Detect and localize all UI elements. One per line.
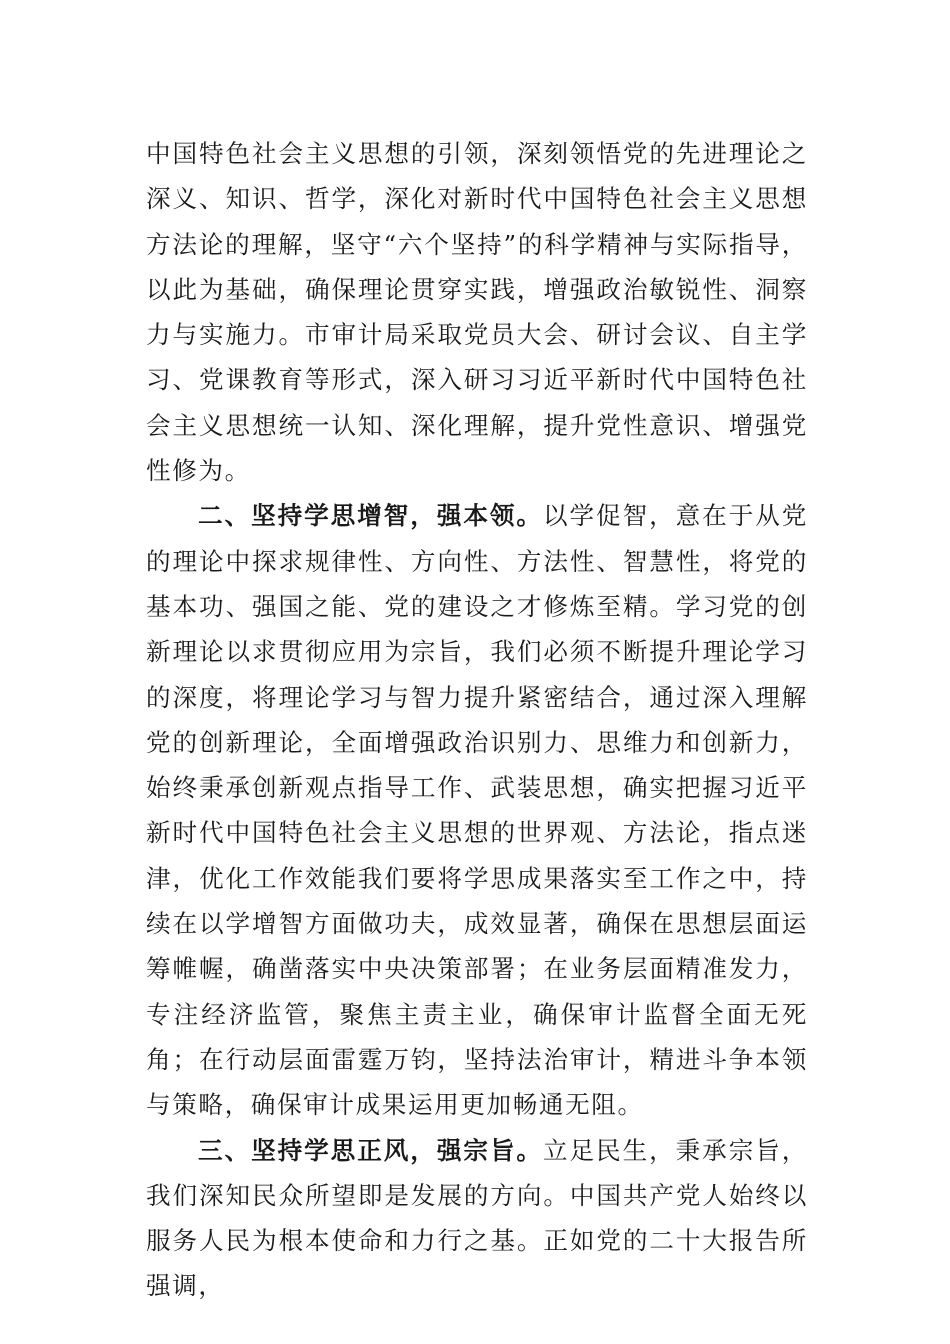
paragraph-section-three [146,1128,808,1309]
section-three-text: 立足民生，秉承宗旨，我们深知民众所望即是发展的方向。中国共产党人始终以服务人民为根本使命和力行之基。正如党的二十大报告所强调， [146,1135,808,1301]
section-two-text: 以学促智，意在于从党的理论中探求规律性、方向性、方法性、智慧性，将党的基本功、强国之能、党的建设之才修炼至精。学习党的创新理论以求贯彻应用为宗旨，我们必须不断提升理论学习的深度，将理论学习与智力提升紧密结合，通过深入理解党的创新理论，全面增强政治识别力、思维力和创新力，始终秉承创新观点指导工作、武装思想，确实把握习近平新时代中国特色社会主义思想的世界观、方法论，指点迷津，优化工作效能我们要将学思成果落实至工作之中，持续在以学增智方面做功夫，成效显著，确保在思想层面运筹帷幄，确凿落实中央决策部署；在业务层面精准发力，专注经济监管，聚焦主责主业，确保审计监督全面无死角；在行动层面雷霆万钧，坚持法治审计，精进斗争本领与策略，确保审计成果运用更加畅通无阻。 [146,501,808,1120]
paragraph-continuation [146,131,808,493]
section-three-heading: 三、坚持学思正风，强宗旨。 [198,1135,543,1165]
section-two-heading: 二、坚持学思增智，强本领。 [198,501,543,531]
paragraph-1-text: 中国特色社会主义思想的引领，深刻领悟党的先进理论之深义、知识、哲学，深化对新时代中国特色社会主义思想方法论的理解，坚守“六个坚持”的科学精神与实际指导，以此为基础，确保理论贯穿实践，增强政治敏锐性、洞察力与实施力。市审计局采取党员大会、研讨会议、自主学习、党课教育等形式，深入研习习近平新时代中国特色社会主义思想统一认知、深化理解，提升党性意识、增强党性修为。 [146,139,808,486]
paragraph-section-two [146,493,808,1127]
document-page [146,131,808,1309]
